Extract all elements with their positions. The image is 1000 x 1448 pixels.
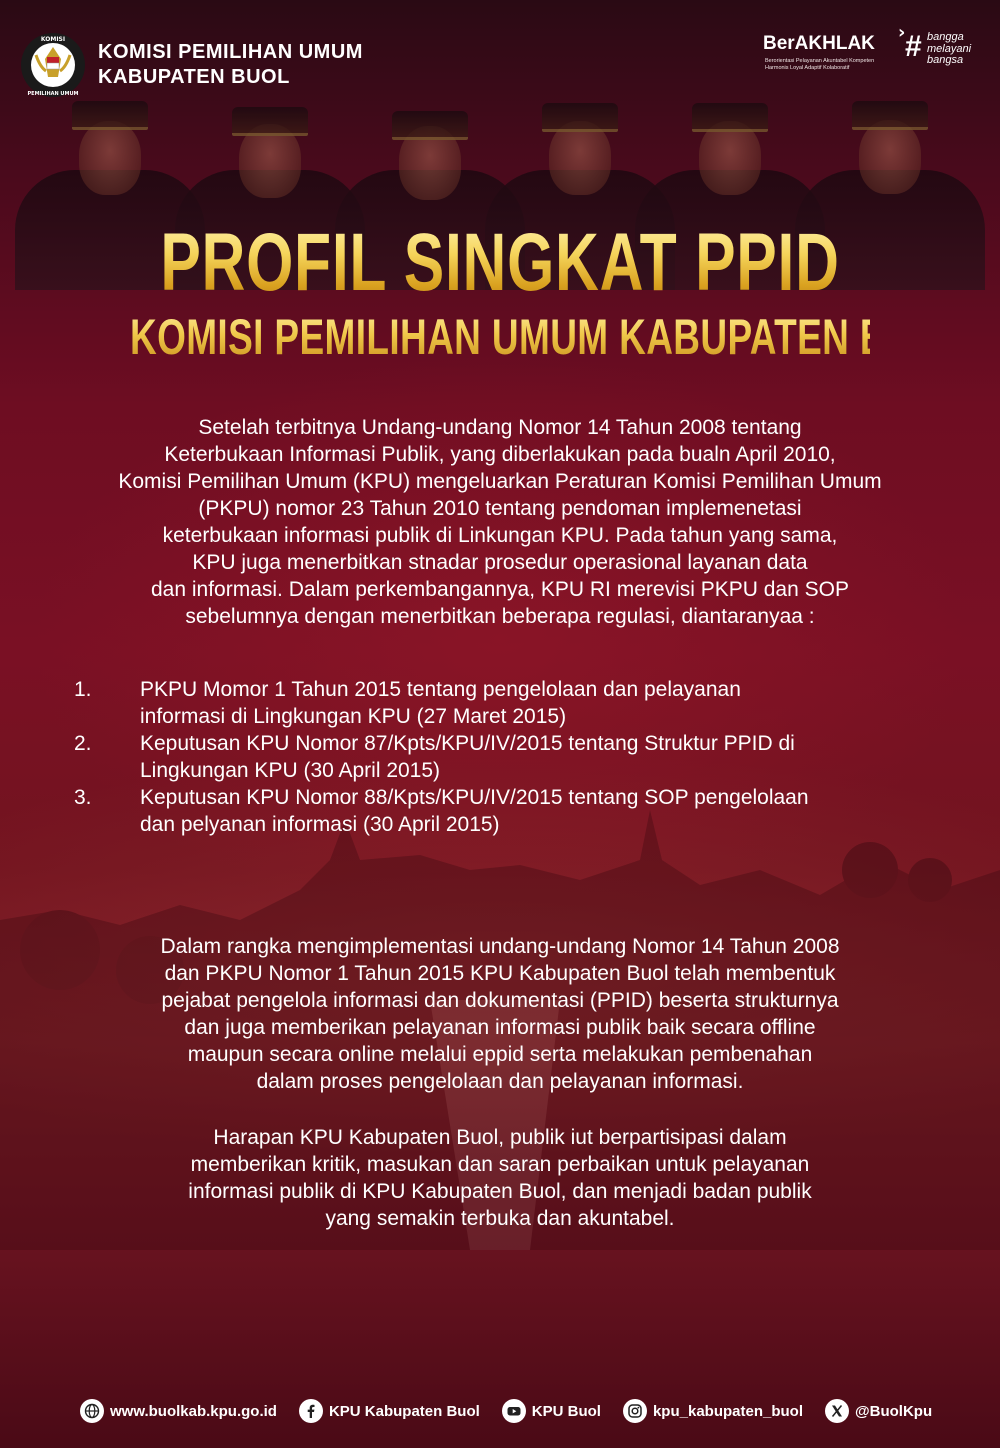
list-item bbox=[74, 676, 974, 730]
x-icon bbox=[825, 1399, 849, 1423]
paragraph-line: dan informasi. Dalam perkembangannya, KPU RI merevisi PKPU dan SOP bbox=[151, 578, 849, 601]
berakhlak-values-line2: Harmonis Loyal Adaptif Kolaboratif bbox=[765, 65, 850, 71]
paragraph-line: keterbukaan informasi publik di Linkungan KPU. Pada tahun yang sama, bbox=[162, 524, 838, 547]
list-item-number: 1. bbox=[74, 678, 92, 701]
footer-facebook-label: KPU Kabupaten Buol bbox=[328, 1402, 480, 1420]
paragraph-line: Harapan KPU Kabupaten Buol, publik iut berpartisipasi dalam bbox=[213, 1126, 787, 1149]
paragraph-line: dalam proses pengelolaan dan pelayanan informasi. bbox=[256, 1070, 744, 1093]
list-item-number: 2. bbox=[74, 732, 92, 755]
tagline-line1: bangga bbox=[927, 31, 964, 43]
list-item-text: Keputusan KPU Nomor 88/Kpts/KPU/IV/2015 tentang SOP pengelolaan bbox=[140, 786, 809, 809]
footer-website-label: www.buolkab.kpu.go.id bbox=[110, 1402, 277, 1420]
logo-text-bottom: PEMILIHAN UMUM bbox=[27, 91, 79, 97]
paragraph-line: dan PKPU Nomor 1 Tahun 2015 KPU Kabupaten Buol telah membentuk bbox=[164, 962, 836, 985]
footer-youtube-link[interactable] bbox=[502, 1399, 601, 1423]
list-item bbox=[74, 730, 974, 784]
footer-contacts bbox=[80, 1397, 940, 1425]
footer-instagram-link[interactable] bbox=[623, 1399, 803, 1423]
footer-facebook-link[interactable] bbox=[299, 1399, 480, 1423]
organization-name bbox=[98, 40, 363, 90]
paragraph-line: memberikan kritik, masukan dan saran perbaikan untuk pelayanan bbox=[190, 1153, 810, 1176]
regulation-list bbox=[74, 676, 974, 838]
page-subtitle: KOMISI PEMILIHAN UMUM KABUPATEN BUOL bbox=[130, 309, 967, 365]
tagline-line2: melayani bbox=[927, 42, 972, 55]
berakhlak-values bbox=[765, 58, 874, 72]
paragraph-line: Dalam rangka mengimplementasi undang-undang Nomor 14 Tahun 2008 bbox=[160, 935, 840, 958]
berakhlak-values-line1: Berorientasi Pelayanan Akuntabel Kompeten bbox=[765, 58, 875, 64]
paragraph-line: Komisi Pemilihan Umum (KPU) mengeluarkan Peraturan Komisi Pemilihan Umum bbox=[118, 470, 882, 493]
logo-text-top: KOMISI bbox=[40, 36, 66, 43]
chevron-right-icon: › bbox=[898, 22, 906, 43]
org-name-line1: KOMISI PEMILIHAN UMUM bbox=[98, 41, 363, 63]
footer-youtube-label: KPU Buol bbox=[531, 1402, 601, 1420]
paragraph-line: dan juga memberikan pelayanan informasi publik baik secara offline bbox=[184, 1016, 816, 1039]
list-item-text: Keputusan KPU Nomor 87/Kpts/KPU/IV/2015 tentang Struktur PPID di bbox=[140, 732, 795, 755]
list-item-text: PKPU Momor 1 Tahun 2015 tentang pengelolaan dan pelayanan bbox=[140, 678, 741, 701]
paragraph-line: informasi publik di KPU Kabupaten Buol, dan menjadi badan publik bbox=[188, 1180, 812, 1203]
intro-paragraph bbox=[20, 414, 980, 630]
paragraph-line: (PKPU) nomor 23 Tahun 2010 tentang pendoman implemenetasi bbox=[198, 497, 802, 520]
paragraph-line: yang semakin terbuka dan akuntabel. bbox=[325, 1207, 675, 1230]
page-title: PROFIL SINGKAT PPID bbox=[130, 218, 870, 308]
globe-icon bbox=[80, 1399, 104, 1423]
youtube-icon bbox=[502, 1399, 526, 1423]
list-item-number: 3. bbox=[74, 786, 92, 809]
paragraph-line: Keterbukaan Informasi Publik, yang diberlakukan pada bualn April 2010, bbox=[164, 443, 836, 466]
paragraph-line: sebelumnya dengan menerbitkan beberapa regulasi, diantaranyaa : bbox=[185, 605, 815, 628]
hashtag-icon: # bbox=[905, 30, 922, 63]
closing-paragraph bbox=[20, 1124, 980, 1232]
list-item-text: dan pelyanan informasi (30 April 2015) bbox=[140, 813, 500, 836]
paragraph-line: KPU juga menerbitkan stnadar prosedur operasional layanan data bbox=[192, 551, 808, 574]
list-item-text: Lingkungan KPU (30 April 2015) bbox=[140, 759, 441, 782]
facebook-icon bbox=[299, 1399, 323, 1423]
berakhlak-tagline bbox=[927, 32, 971, 67]
tagline-line3: bangsa bbox=[927, 54, 964, 66]
kpu-logo bbox=[18, 27, 88, 107]
paragraph-line: maupun secara online melalui eppid serta melakukan pembenahan bbox=[187, 1043, 813, 1066]
instagram-icon bbox=[623, 1399, 647, 1423]
berakhlak-logo bbox=[763, 22, 993, 88]
list-item bbox=[74, 784, 974, 838]
footer-website-link[interactable] bbox=[80, 1399, 277, 1423]
footer-instagram-label: kpu_kabupaten_buol bbox=[652, 1402, 803, 1420]
paragraph-line: pejabat pengelola informasi dan dokumentasi (PPID) beserta strukturnya bbox=[161, 989, 839, 1012]
list-item-text: informasi di Lingkungan KPU (27 Maret 2015) bbox=[140, 705, 567, 728]
paragraph-line: Setelah terbitnya Undang-undang Nomor 14 Tahun 2008 tentang bbox=[198, 416, 802, 439]
footer-x-link[interactable] bbox=[825, 1399, 932, 1423]
berakhlak-word: BerAKHLAK bbox=[763, 33, 875, 54]
implementation-paragraph bbox=[20, 933, 980, 1095]
org-name-line2: KABUPATEN BUOL bbox=[98, 66, 290, 88]
footer-x-label: @BuolKpu bbox=[855, 1402, 933, 1420]
